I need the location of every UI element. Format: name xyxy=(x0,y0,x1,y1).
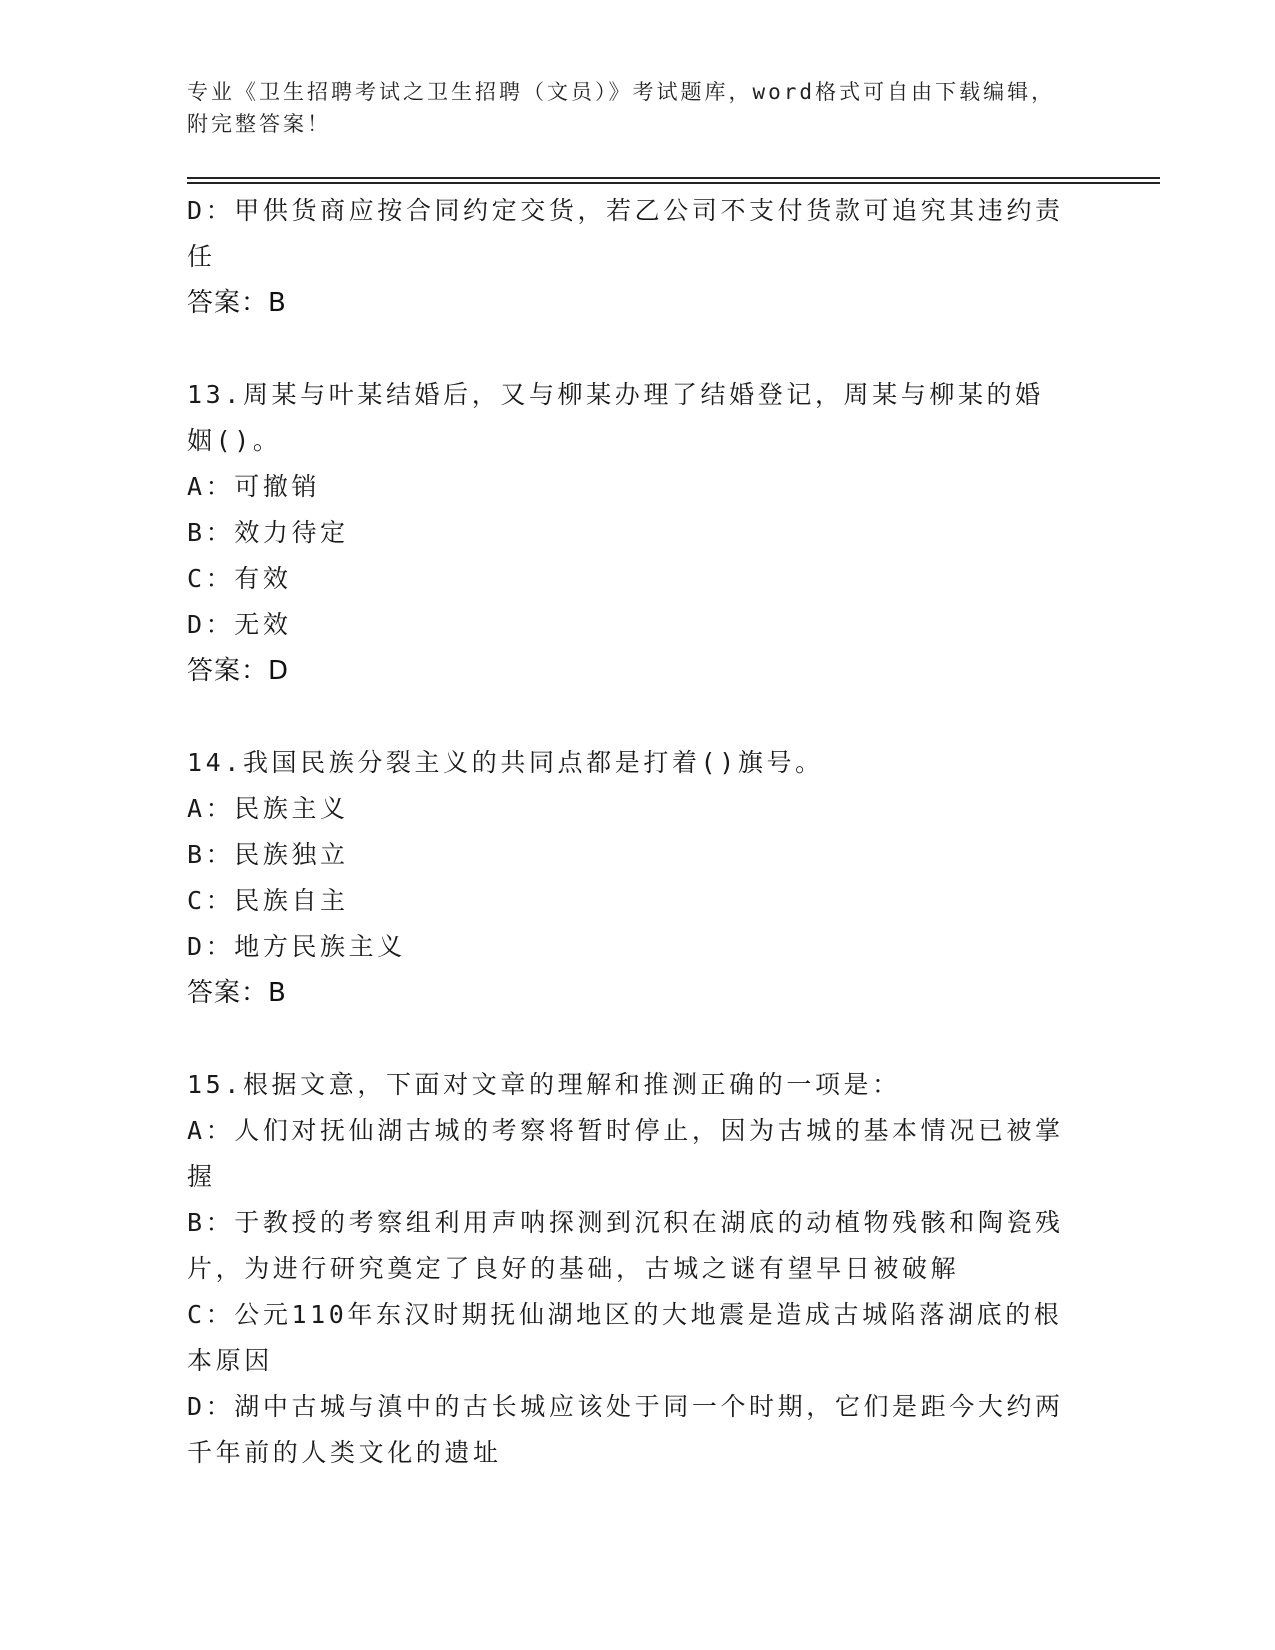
q14-stem: 14.我国民族分裂主义的共同点都是打着()旗号。 xyxy=(187,748,824,777)
q12-answer: 答案：B xyxy=(187,288,287,318)
spacer xyxy=(187,694,1067,740)
q14-option-d: D：地方民族主义 xyxy=(187,932,406,961)
q15-stem: 15.根据文意，下面对文章的理解和推测正确的一项是： xyxy=(187,1070,901,1099)
q15-option-a: A：人们对抚仙湖古城的考察将暂时停止，因为古城的基本情况已被掌握 xyxy=(187,1116,1064,1191)
spacer xyxy=(187,326,1067,372)
q13-option-c: C：有效 xyxy=(187,564,292,593)
header-rule-top xyxy=(187,177,1160,179)
q13-option-a: A：可撤销 xyxy=(187,472,321,501)
q15-option-d: D：湖中古城与滇中的古长城应该处于同一个时期，它们是距今大约两千年前的人类文化的遗址 xyxy=(187,1392,1064,1467)
header-rule-bottom xyxy=(187,182,1160,184)
question-list xyxy=(187,188,1067,1476)
q13-option-d: D：无效 xyxy=(187,610,292,639)
q13-answer: 答案：D xyxy=(187,656,290,686)
q13-option-b: B：效力待定 xyxy=(187,518,349,547)
q13-stem: 13.周某与叶某结婚后，又与柳某办理了结婚登记，周某与柳某的婚姻()。 xyxy=(187,380,1044,455)
q14-option-c: C：民族自主 xyxy=(187,886,349,915)
q15-option-c: C：公元110年东汉时期抚仙湖地区的大地震是造成古城陷落湖底的根本原因 xyxy=(187,1300,1063,1375)
q14-option-b: B：民族独立 xyxy=(187,840,349,869)
q14-option-a: A：民族主义 xyxy=(187,794,349,823)
q15-option-b: B：于教授的考察组利用声呐探测到沉积在湖底的动植物残骸和陶瓷残片，为进行研究奠定了良好的基础，古城之谜有望早日被破解 xyxy=(187,1208,1064,1283)
q14-answer: 答案：B xyxy=(187,978,287,1008)
q12-option-d: D：甲供货商应按合同约定交货，若乙公司不支付货款可追究其违约责任 xyxy=(187,196,1064,271)
document-header: 专业《卫生招聘考试之卫生招聘（文员）》考试题库，word格式可自由下载编辑，附完整答案！ xyxy=(187,80,1056,136)
spacer xyxy=(187,1016,1067,1062)
